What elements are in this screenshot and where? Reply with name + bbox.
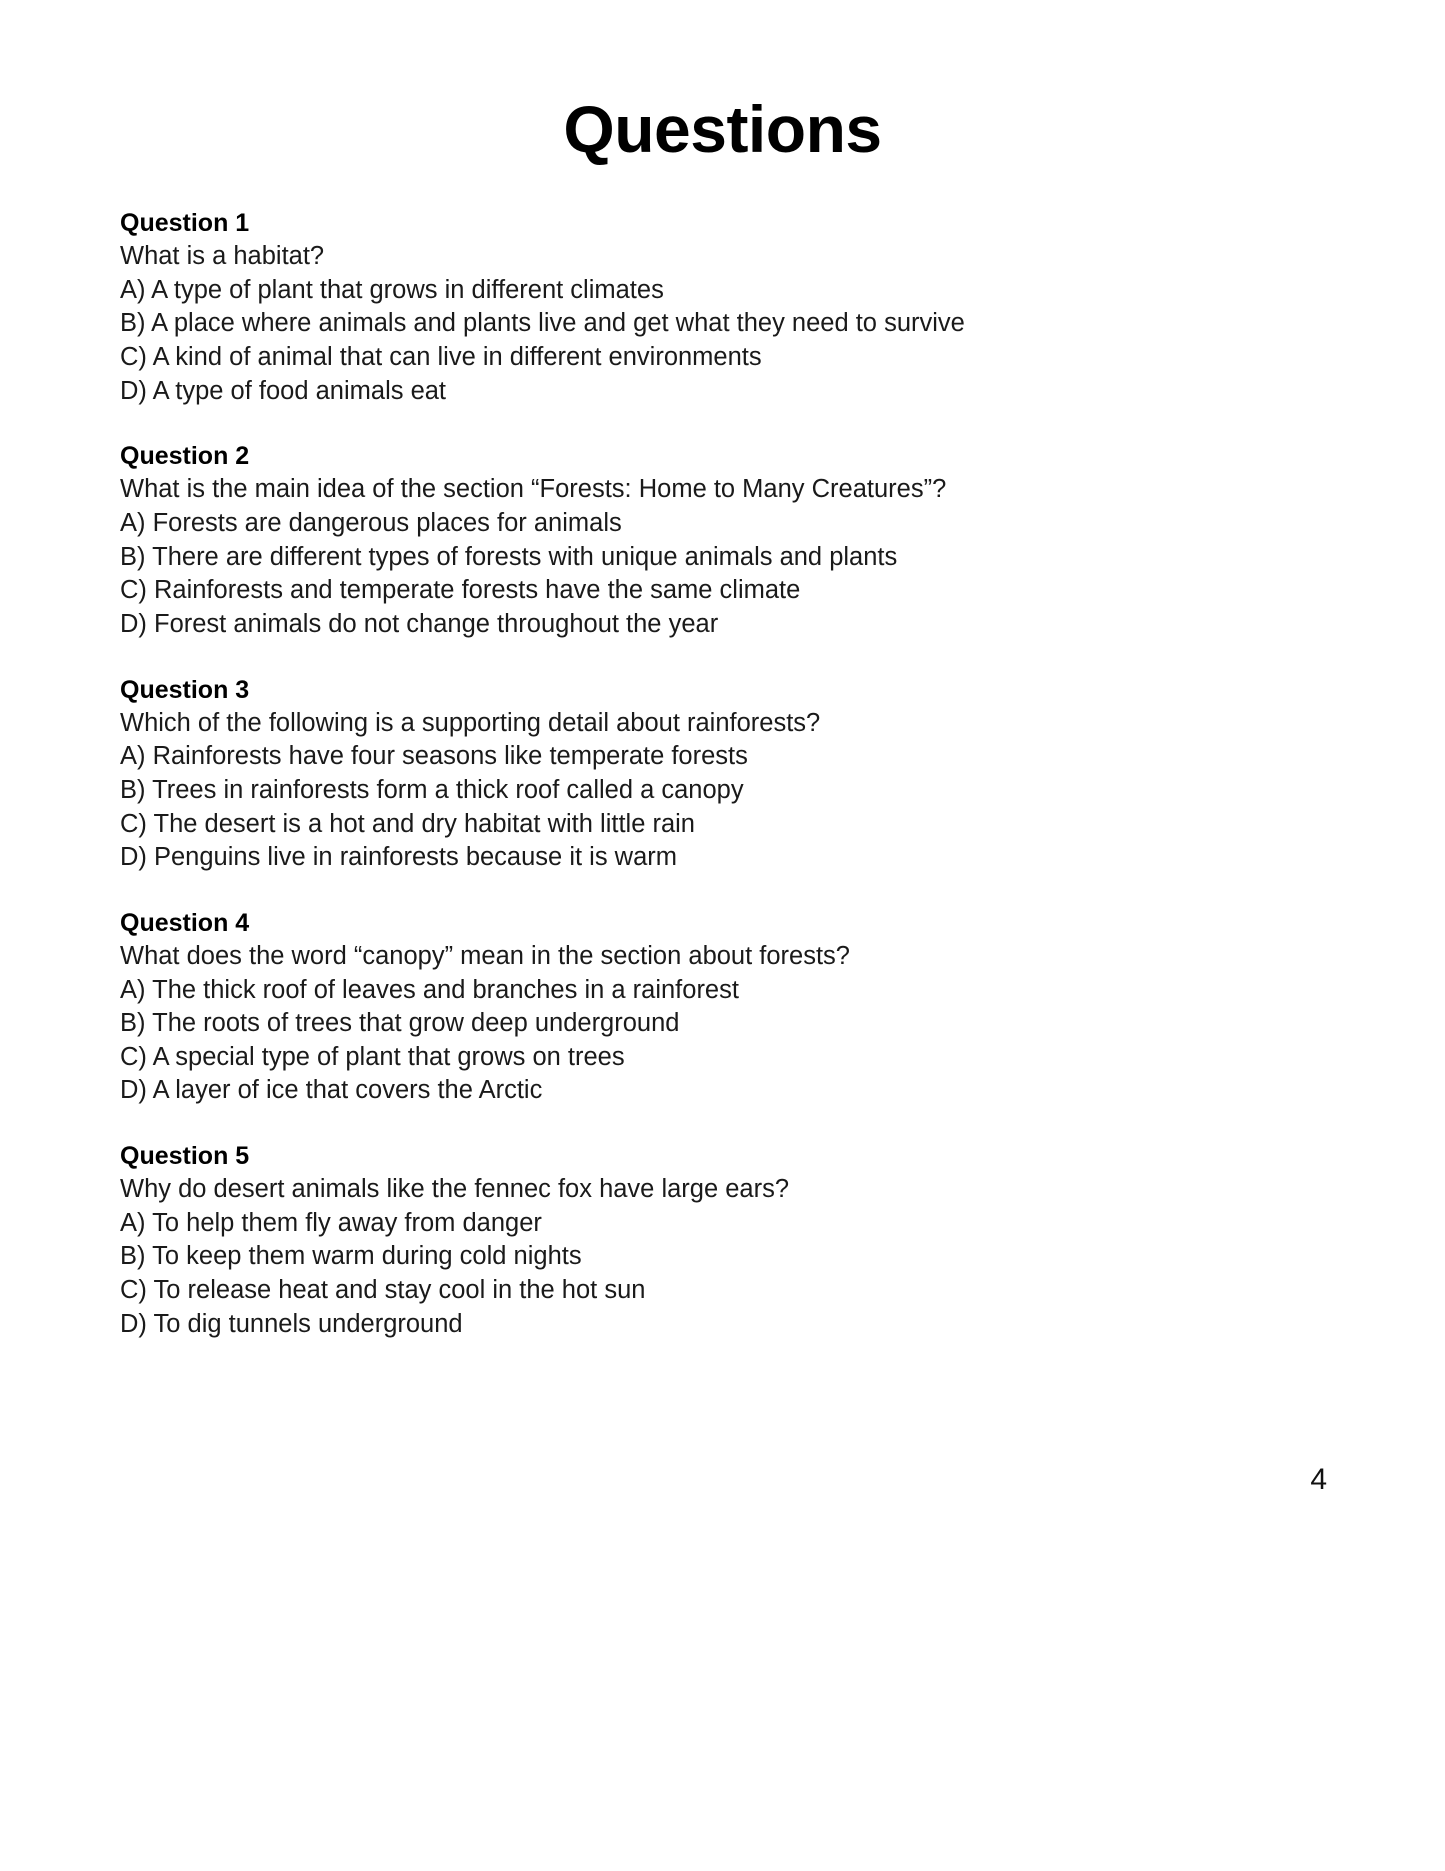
question-heading-2: Question 2 xyxy=(120,442,250,471)
question-heading-5: Question 5 xyxy=(120,1142,250,1171)
question-1-option-a[interactable]: A) A type of plant that grows in different climates xyxy=(120,275,664,304)
question-5-option-b[interactable]: B) To keep them warm during cold nights xyxy=(120,1242,582,1271)
question-block-2 xyxy=(120,440,1280,641)
question-4-option-a[interactable]: A) The thick roof of leaves and branches in a rainforest xyxy=(120,975,739,1004)
question-2-option-b[interactable]: B) There are different types of forests with unique animals and plants xyxy=(120,542,898,571)
question-heading-1: Question 1 xyxy=(120,209,250,237)
question-1-option-b[interactable]: B) A place where animals and plants live and get what they need to survive xyxy=(120,309,965,338)
question-3-option-a[interactable]: A) Rainforests have four seasons like temperate forests xyxy=(120,742,748,771)
question-5-option-d[interactable]: D) To dig tunnels underground xyxy=(120,1309,463,1338)
page-number: 4 xyxy=(1310,1463,1327,1496)
questions-list xyxy=(120,207,1280,1341)
question-3-option-b[interactable]: B) Trees in rainforests form a thick roof called a canopy xyxy=(120,775,744,804)
question-prompt-4: What does the word “canopy” mean in the section about forests? xyxy=(120,941,850,970)
question-5-option-a[interactable]: A) To help them fly away from danger xyxy=(120,1208,542,1237)
question-4-option-b[interactable]: B) The roots of trees that grow deep underground xyxy=(120,1009,680,1038)
page-title: Questions xyxy=(563,92,882,166)
question-prompt-1: What is a habitat? xyxy=(120,242,325,270)
question-prompt-5: Why do desert animals like the fennec fox have large ears? xyxy=(120,1175,790,1204)
question-4-option-d[interactable]: D) A layer of ice that covers the Arctic xyxy=(120,1076,543,1105)
question-1-option-d[interactable]: D) A type of food animals eat xyxy=(120,376,447,405)
question-1-option-c[interactable]: C) A kind of animal that can live in different environments xyxy=(120,342,762,371)
question-2-option-c[interactable]: C) Rainforests and temperate forests have the same climate xyxy=(120,576,801,605)
question-block-1 xyxy=(120,207,1280,408)
question-heading-3: Question 3 xyxy=(120,675,250,704)
question-2-option-a[interactable]: A) Forests are dangerous places for animals xyxy=(120,508,622,537)
question-2-option-d[interactable]: D) Forest animals do not change throughout the year xyxy=(120,609,719,638)
question-4-option-c[interactable]: C) A special type of plant that grows on trees xyxy=(120,1042,625,1071)
question-block-5 xyxy=(120,1140,1280,1341)
question-3-option-c[interactable]: C) The desert is a hot and dry habitat with little rain xyxy=(120,809,695,838)
question-5-option-c[interactable]: C) To release heat and stay cool in the hot sun xyxy=(120,1276,646,1305)
question-heading-4: Question 4 xyxy=(120,908,250,937)
question-prompt-3: Which of the following is a supporting detail about rainforests? xyxy=(120,708,821,737)
question-3-option-d[interactable]: D) Penguins live in rainforests because it is warm xyxy=(120,843,677,872)
question-block-3 xyxy=(120,674,1280,875)
question-block-4 xyxy=(120,907,1280,1108)
question-prompt-2: What is the main idea of the section “Forests: Home to Many Creatures”? xyxy=(120,475,947,504)
